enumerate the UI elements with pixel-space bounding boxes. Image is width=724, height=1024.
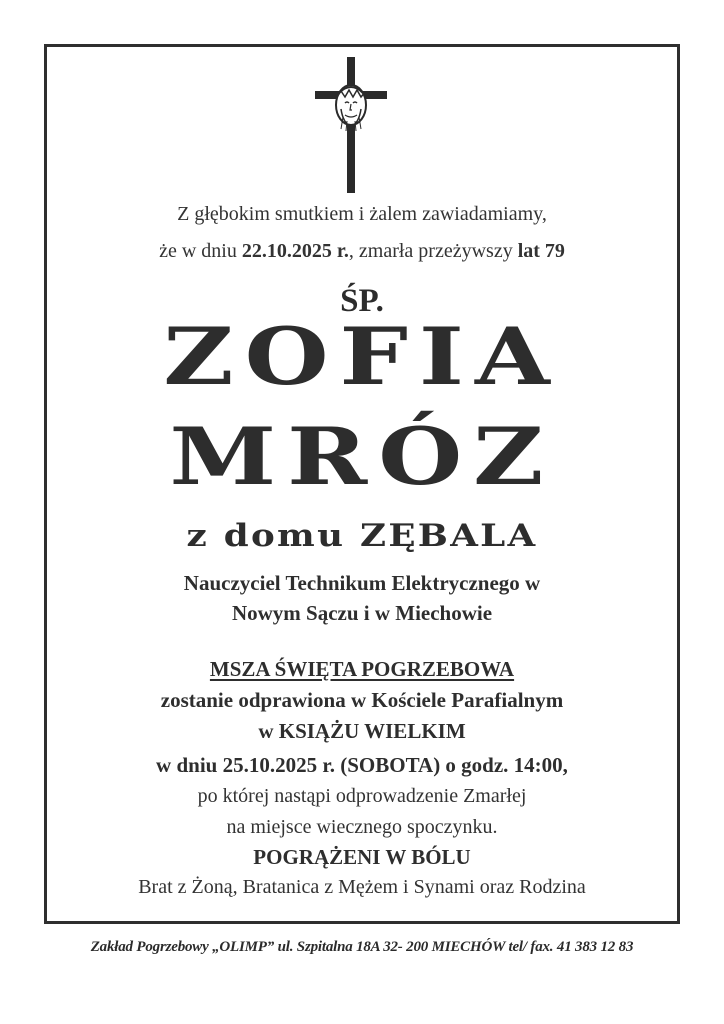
occupation-line-1: Nauczyciel Technikum Elektrycznego w — [183, 571, 541, 595]
intro-middle: , zmarła przeżywszy — [348, 240, 518, 262]
death-date: 22.10.2025 r. — [241, 240, 349, 262]
funeral-line-2: w KSIĄŻU WIELKIM — [258, 719, 466, 743]
mass-heading — [60, 657, 664, 682]
mourners-names: Brat z Żoną, Bratanica z Mężem i Synami oraz Rodzina — [138, 876, 586, 898]
first-name: ZOFIA — [163, 310, 561, 403]
occupation-line-2: Nowym Sączu i w Miechowie — [231, 601, 493, 625]
cross-with-christ-face-icon — [315, 57, 387, 193]
age: lat 79 — [517, 240, 565, 262]
mourners-heading: POGRĄŻENI W BÓLU — [253, 845, 471, 869]
maiden-name: z domu ZĘBALA — [186, 518, 538, 554]
funeral-line-5: na miejsce wiecznego spoczynku. — [226, 816, 498, 838]
intro-line-1: Z głębokim smutkiem i żalem zawiadamiamy, — [177, 203, 547, 225]
funeral-line-1: zostanie odprawiona w Kościele Parafialnym — [160, 688, 564, 712]
intro-line-2 — [60, 240, 664, 263]
funeral-home-footer: Zakład Pogrzebowy „OLIMP” ul. Szpitalna 18A 32- 200 MIECHÓW tel/ fax. 41 383 12 83 — [90, 939, 634, 955]
honorific: ŚP. — [340, 283, 384, 319]
last-name: MRÓZ — [169, 410, 555, 503]
intro-prefix: że w dniu — [159, 240, 242, 262]
mass-heading-text: MSZA ŚWIĘTA POGRZEBOWA — [209, 657, 515, 681]
funeral-line-4: po której nastąpi odprowadzenie Zmarłej — [197, 785, 527, 807]
funeral-line-3: w dniu 25.10.2025 r. (SOBOTA) o godz. 14:00, — [156, 753, 568, 777]
